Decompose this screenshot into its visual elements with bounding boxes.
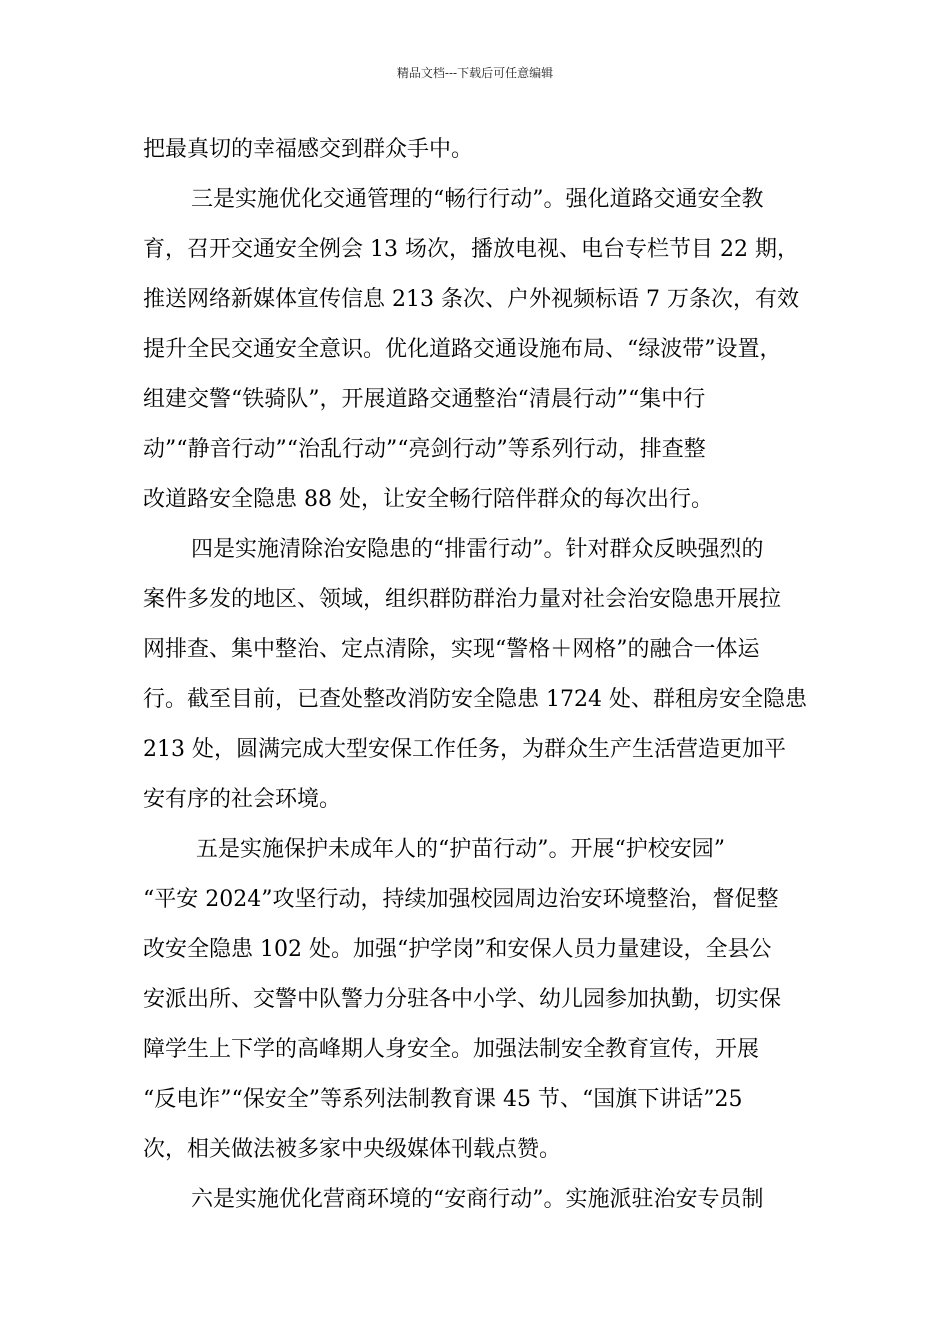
page-header: 精品文档---下载后可任意编辑 [396, 66, 554, 80]
paragraph-line: 六是实施优化营商环境的“安商行动”。实施派驻治安专员制 [191, 1187, 764, 1212]
paragraph-line: 障学生上下学的高峰期人身安全。加强法制安全教育宣传，开展 [143, 1037, 760, 1062]
paragraph-line: 案件多发的地区、领域，组织群防群治力量对社会治安隐患开展拉 [143, 587, 782, 612]
paragraph-line: 改安全隐患 102 处。加强“护学岗”和安保人员力量建设，全县公 [143, 937, 772, 962]
paragraph-line: 组建交警“铁骑队”，开展道路交通整治“清晨行动”“集中行 [143, 387, 706, 412]
paragraph-line: 行。截至目前，已查处整改消防安全隐患 1724 处、群租房安全隐患 [143, 687, 807, 712]
paragraph-line: 推送网络新媒体宣传信息 213 条次、户外视频标语 7 万条次，有效 [143, 287, 799, 312]
paragraph-line: 安有序的社会环境。 [143, 787, 342, 812]
paragraph-line: “反电诈”“保安全”等系列法制教育课 45 节、“国旗下讲话”25 [143, 1087, 743, 1112]
paragraph-line: 动”“静音行动”“治乱行动”“亮剑行动”等系列行动，排查整 [143, 437, 706, 462]
paragraph-line: 213 处，圆满完成大型安保工作任务，为群众生产生活营造更加平 [143, 737, 786, 762]
paragraph-line: 三是实施优化交通管理的“畅行行动”。强化道路交通安全教 [191, 187, 764, 212]
paragraph-line: 提升全民交通安全意识。优化道路交通设施布局、“绿波带”设置， [143, 337, 782, 362]
paragraph-line: 把最真切的幸福感交到群众手中。 [143, 137, 474, 162]
paragraph-line: 四是实施清除治安隐患的“排雷行动”。针对群众反映强烈的 [191, 537, 764, 562]
paragraph-line: 次，相关做法被多家中央级媒体刊载点赞。 [143, 1137, 562, 1162]
paragraph-line: 改道路安全隐患 88 处，让安全畅行陪伴群众的每次出行。 [143, 487, 713, 512]
paragraph-line: 育，召开交通安全例会 13 场次，播放电视、电台专栏节目 22 期， [143, 237, 799, 262]
paragraph-line: 五是实施保护未成年人的“护苗行动”。开展“护校安园” [196, 837, 725, 862]
paragraph-line: “平安 2024”攻坚行动，持续加强校园周边治安环境整治，督促整 [143, 887, 779, 912]
paragraph-line: 网排查、集中整治、定点清除，实现“警格＋网格”的融合一体运 [143, 637, 760, 662]
paragraph-line: 安派出所、交警中队警力分驻各中小学、幼儿园参加执勤，切实保 [143, 987, 782, 1012]
